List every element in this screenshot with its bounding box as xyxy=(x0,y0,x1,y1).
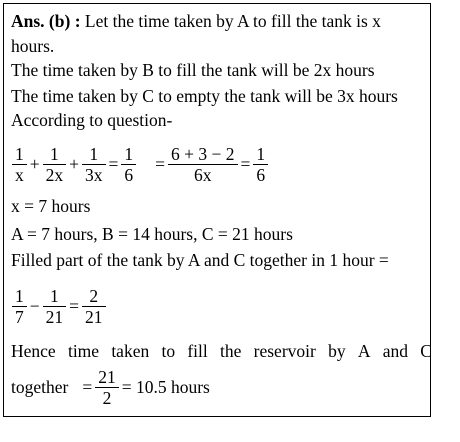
answer-line-2: hours. xyxy=(11,36,55,56)
answer-line-filled: Filled part of the tank by A and C together in 1 hour = xyxy=(11,250,389,270)
fraction-1-over-3x: $\frac{1}{3x}$ xyxy=(82,144,106,185)
equation-1 xyxy=(11,139,269,189)
equals-sign: = xyxy=(155,153,165,174)
equals-sign: = xyxy=(108,153,119,174)
answer-intro-text: Let the time taken by A to fill the tank is x xyxy=(84,11,381,31)
equals-sign: = xyxy=(82,376,93,397)
answer-line-hence: Hence time taken to fill the reservoir by A and C xyxy=(11,341,432,361)
answer-line-5: According to question- xyxy=(11,110,173,130)
fraction-combined: $\frac{6 + 3 - 2}{6x}$ xyxy=(168,144,238,185)
answer-line-4: The time taken by C to empty the tank will be 3x hours xyxy=(11,86,398,106)
answer-line-together xyxy=(11,362,212,412)
fraction-2-over-21: $\frac{2}{21}$ xyxy=(82,286,106,327)
fraction-result-1-over-6: $\frac{1}{6}$ xyxy=(253,144,268,185)
fraction-1-over-2x: $\frac{1}{2x}$ xyxy=(43,144,67,185)
answer-line-x: x = 7 hours xyxy=(11,196,91,216)
fraction-21-over-2: $\frac{21}{2}$ xyxy=(95,367,119,408)
equation-2 xyxy=(11,281,107,331)
fraction-1-over-7: $\frac{1}{7}$ xyxy=(12,286,27,327)
answer-box xyxy=(3,3,431,417)
final-result: = 10.5 hours xyxy=(121,376,210,397)
answer-line-1 xyxy=(11,11,381,31)
equals-sign: = xyxy=(69,295,79,316)
plus-operator: + xyxy=(69,153,79,174)
equals-sign: = xyxy=(240,153,251,174)
minus-operator: − xyxy=(29,295,40,316)
together-text: together xyxy=(11,376,69,397)
answer-line-times: A = 7 hours, B = 14 hours, C = 21 hours xyxy=(11,224,293,244)
answer-line-3: The time taken by B to fill the tank will be 2x hours xyxy=(11,60,375,80)
fraction-1-over-6: $\frac{1}{6}$ xyxy=(121,144,136,185)
answer-label: Ans. (b) : xyxy=(11,11,81,31)
fraction-1-over-21: $\frac{1}{21}$ xyxy=(43,286,67,327)
plus-operator: + xyxy=(29,153,40,174)
fraction-1-over-x: $\frac{1}{x}$ xyxy=(12,144,27,185)
